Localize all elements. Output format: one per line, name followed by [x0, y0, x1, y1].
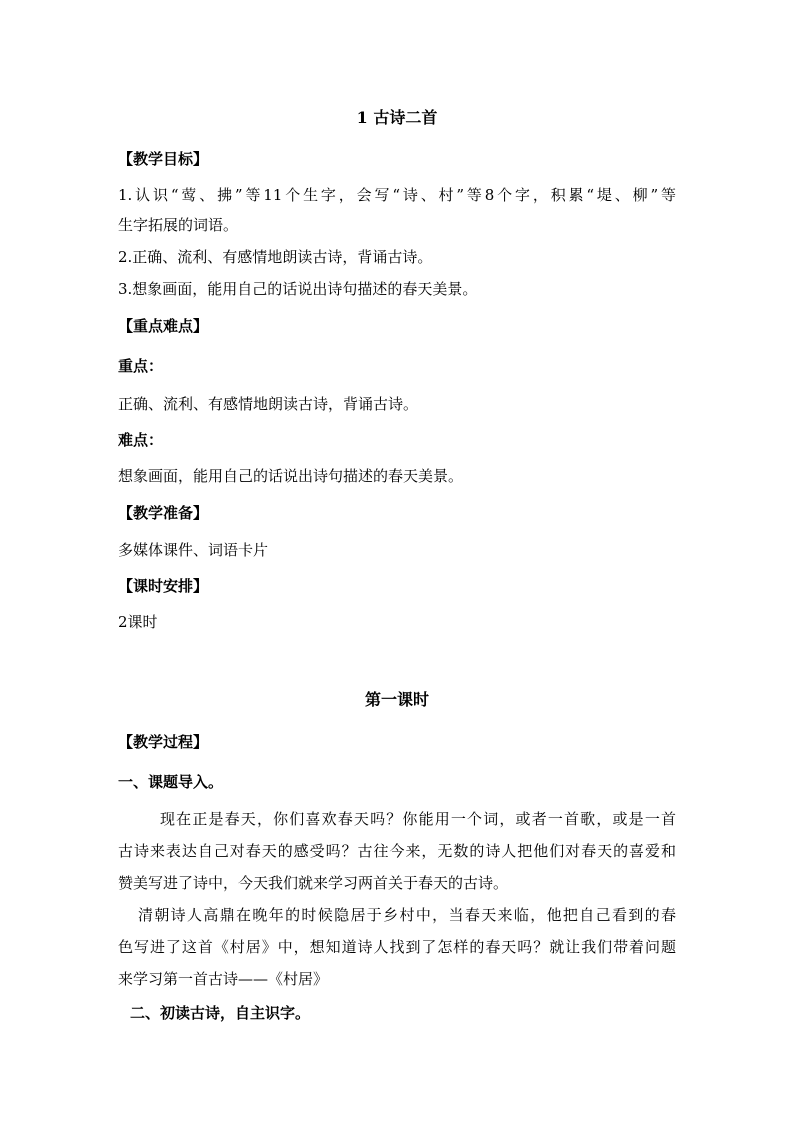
objectives-heading: 【教学目标】	[118, 150, 209, 168]
step1-paragraph2-line1: 清朝诗人高鼎在晚年的时候隐居于乡村中，当春天来临，他把自己看到的春	[138, 906, 676, 924]
step1-paragraph1-line1: 现在正是春天，你们喜欢春天吗？你能用一个词，或者一首歌，或是一首	[160, 810, 676, 828]
objective-line-1: 1.认识“莺、拂”等11个生字，会写“诗、村”等8个字，积累“堤、柳”等	[118, 186, 676, 204]
step1-paragraph1-line2: 古诗来表达自己对春天的感受吗？古往今来，无数的诗人把他们对春天的喜爱和	[118, 842, 676, 860]
difficulty-text: 想象画面，能用自己的话说出诗句描述的春天美景。	[118, 467, 464, 485]
step2-heading: 二、初读古诗，自主识字。	[130, 1004, 311, 1022]
lesson-title: 第一课时	[364, 690, 429, 709]
key-label: 重点：	[118, 357, 164, 375]
objective-line-4: 3.想象画面，能用自己的话说出诗句描述的春天美景。	[118, 280, 478, 298]
key-points-heading: 【重点难点】	[118, 317, 209, 335]
step1-paragraph2-line2: 色写进了这首《村居》中，想知道诗人找到了怎样的春天吗？就让我们带着问题	[118, 938, 676, 956]
schedule-text: 2课时	[118, 613, 158, 631]
step1-paragraph1-line3: 赞美写进了诗中，今天我们就来学习两首关于春天的古诗。	[118, 874, 509, 892]
preparation-text: 多媒体课件、词语卡片	[118, 541, 269, 559]
key-text: 正确、流利、有感情地朗读古诗，背诵古诗。	[118, 395, 419, 413]
objective-line-2: 生字拓展的词语。	[118, 216, 239, 234]
step1-paragraph2-line3: 来学习第一首古诗——《村居》	[118, 970, 329, 988]
difficulty-label: 难点：	[118, 431, 164, 449]
objective-line-3: 2.正确、流利、有感情地朗读古诗，背诵古诗。	[118, 248, 433, 266]
step1-heading: 一、课题导入。	[118, 773, 224, 791]
schedule-heading: 【课时安排】	[118, 577, 209, 595]
preparation-heading: 【教学准备】	[118, 504, 209, 522]
process-heading: 【教学过程】	[118, 733, 209, 751]
document-title: 1 古诗二首	[356, 108, 438, 127]
